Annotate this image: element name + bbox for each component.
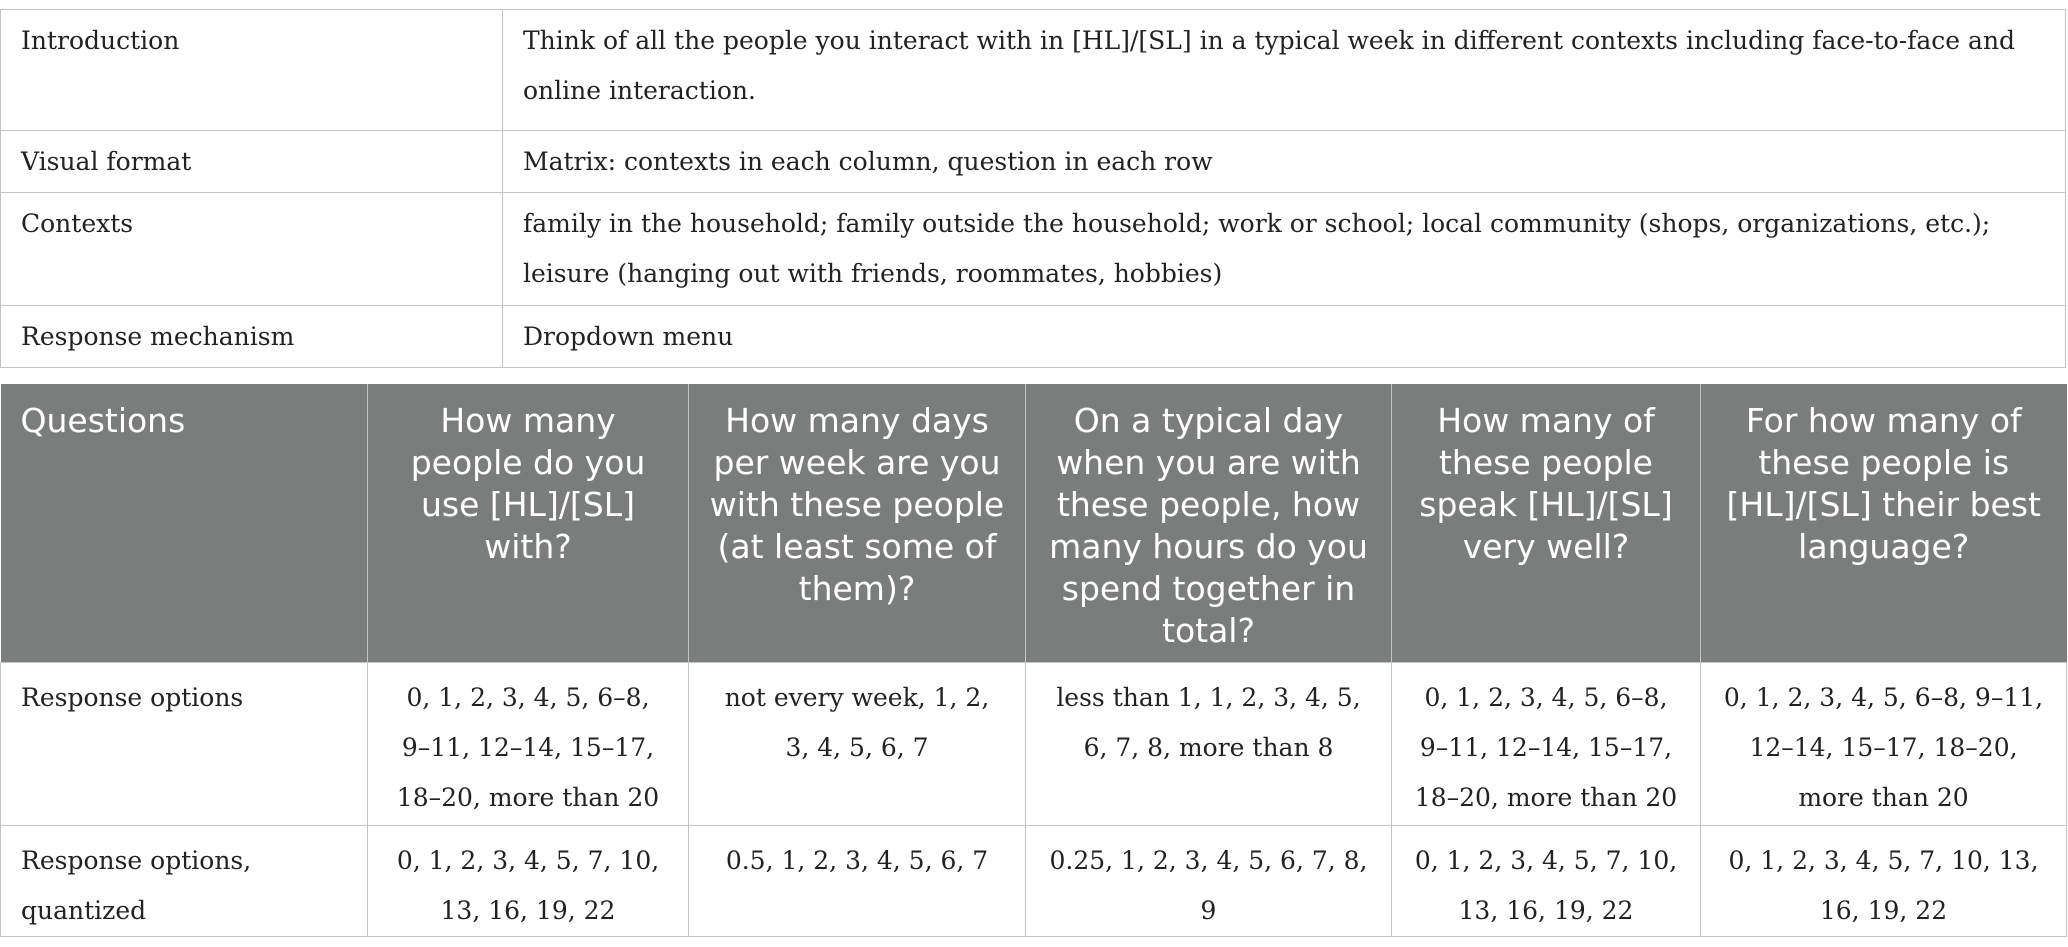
table-row <box>1 663 2067 826</box>
question-header-2: How many days per week are you with these people (at least some of them)? <box>689 384 1026 663</box>
response-options-label: Response options <box>1 663 368 826</box>
response-options-cell: 0, 1, 2, 3, 4, 5, 6–8, 9–11, 12–14, 15–17, 18–20, more than 20 <box>1701 663 2067 826</box>
quantized-options-cell: 0, 1, 2, 3, 4, 5, 7, 10, 13, 16, 19, 22 <box>1392 826 1701 937</box>
response-mechanism-text: Dropdown menu <box>503 306 2066 368</box>
table-row <box>1 826 2067 937</box>
question-header-3: On a typical day when you are with these people, how many hours do you spend together in total? <box>1026 384 1392 663</box>
quantized-options-cell: 0, 1, 2, 3, 4, 5, 7, 10, 13, 16, 19, 22 <box>368 826 689 937</box>
contexts-text: family in the household; family outside the household; work or school; local community (shops, organizations, etc.); leisure (hanging out with friends, roommates, hobbies) <box>503 193 2066 306</box>
response-options-cell: not every week, 1, 2, 3, 4, 5, 6, 7 <box>689 663 1026 826</box>
quantized-options-label: Response options, quantized <box>1 826 368 937</box>
introduction-text: Think of all the people you interact with in [HL]/[SL] in a typical week in different contexts including face-to-face and online interaction. <box>503 10 2066 131</box>
quantized-options-cell: 0, 1, 2, 3, 4, 5, 7, 10, 13, 16, 19, 22 <box>1701 826 2067 937</box>
table-row <box>1 306 2066 368</box>
visual-format-text: Matrix: contexts in each column, question in each row <box>503 131 2066 193</box>
questions-table <box>0 384 2067 937</box>
table-row <box>1 131 2066 193</box>
contexts-label: Contexts <box>1 193 503 306</box>
question-header-5: For how many of these people is [HL]/[SL] their best language? <box>1701 384 2067 663</box>
response-mechanism-label: Response mechanism <box>1 306 503 368</box>
question-header-1: How many people do you use [HL]/[SL] with? <box>368 384 689 663</box>
survey-info-table <box>0 9 2066 368</box>
table-row <box>1 193 2066 306</box>
questions-header-label: Questions <box>1 384 368 663</box>
table-row <box>1 10 2066 131</box>
quantized-options-cell: 0.25, 1, 2, 3, 4, 5, 6, 7, 8, 9 <box>1026 826 1392 937</box>
introduction-label: Introduction <box>1 10 503 131</box>
question-header-4: How many of these people speak [HL]/[SL] very well? <box>1392 384 1701 663</box>
quantized-options-cell: 0.5, 1, 2, 3, 4, 5, 6, 7 <box>689 826 1026 937</box>
response-options-cell: less than 1, 1, 2, 3, 4, 5, 6, 7, 8, more than 8 <box>1026 663 1392 826</box>
response-options-cell: 0, 1, 2, 3, 4, 5, 6–8, 9–11, 12–14, 15–17, 18–20, more than 20 <box>368 663 689 826</box>
questions-header-row <box>1 384 2067 663</box>
visual-format-label: Visual format <box>1 131 503 193</box>
response-options-cell: 0, 1, 2, 3, 4, 5, 6–8, 9–11, 12–14, 15–17, 18–20, more than 20 <box>1392 663 1701 826</box>
